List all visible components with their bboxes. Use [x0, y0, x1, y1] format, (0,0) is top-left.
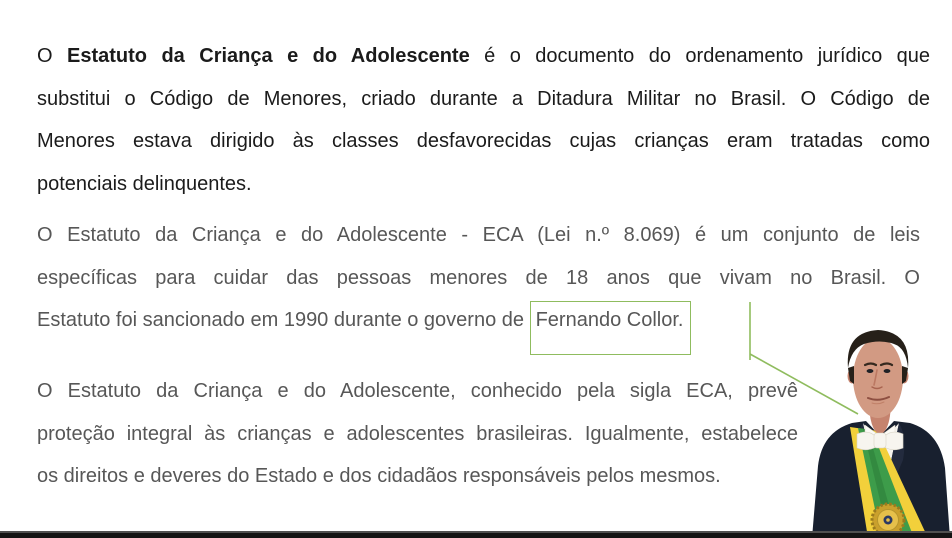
p1-line1-rest: é o documento do ordenamento jurídico que — [469, 45, 931, 67]
bottom-bar — [0, 531, 952, 538]
text-line — [37, 35, 930, 78]
p1-line1-prefix: O — [37, 45, 68, 67]
text-line: Menores estava dirigido às classes desfavorecidas cujas crianças eram tratadas como — [37, 130, 930, 152]
p1-bold-title: Estatuto da Criança e do Adolescente — [67, 45, 470, 67]
text-line: O Estatuto da Criança e do Adolescente - ECA (Lei n.º 8.069) é um conjunto de leis — [37, 224, 920, 246]
text-line: específicas para cuidar das pessoas menores de 18 anos que vivam no Brasil. O — [37, 266, 920, 289]
text-line: potenciais delinquentes. — [37, 172, 252, 195]
text-line: os direitos e deveres do Estado e dos cidadãos responsáveis pelos mesmos. — [37, 465, 721, 487]
paragraph-eca-protection — [37, 370, 798, 498]
text-line: O Estatuto da Criança e do Adolescente, conhecido pela sigla ECA, prevê — [37, 380, 798, 402]
p2-line3-prefix: Estatuto foi sancionado em 1990 durante o governo de — [37, 309, 530, 331]
text-line: substitui o Código de Menores, criado durante a Ditadura Militar no Brasil. O Código de — [37, 87, 930, 110]
paragraph-intro — [37, 35, 930, 205]
fernando-collor-photo — [810, 326, 952, 538]
highlight-box-fernando-collor: Fernando Collor. — [530, 301, 692, 355]
text-line: proteção integral às crianças e adolescentes brasileiras. Igualmente, estabelece — [37, 422, 798, 445]
